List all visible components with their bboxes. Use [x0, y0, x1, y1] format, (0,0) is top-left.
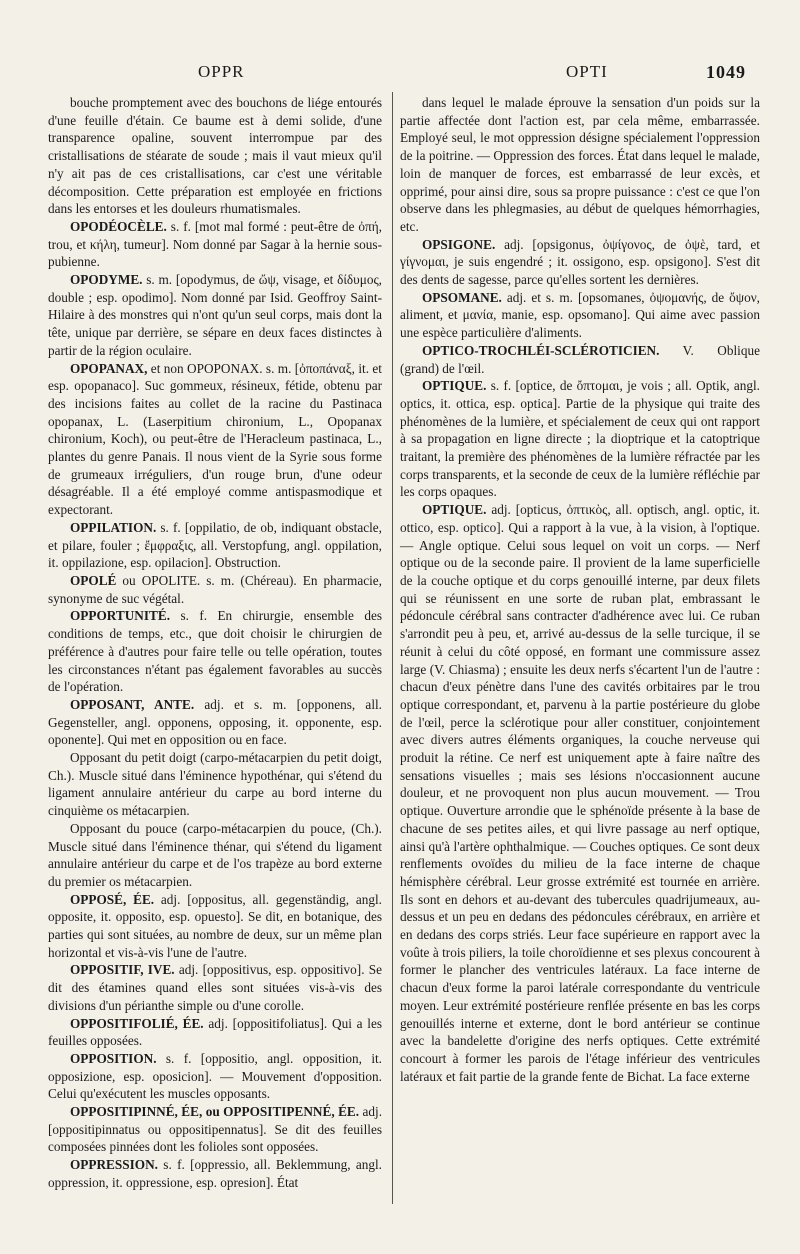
- entry-headword: OPSIGONE.: [422, 236, 496, 252]
- entry-text: adj. [oppositus, all. gegenständig, angl. opposite, it. opposito, esp. opuesto]. Se dit, en botanique, des parties qui sont situées, au nombre de deux, sur un même plan horizontal et vis-à-vis l'une de l'autre.: [48, 891, 382, 960]
- entry-text: adj. et s. m. [opponens, all. Gegensteller, angl. opponens, opposing, it. opponente, esp. oponente]. Qui met en opposition ou en face.: [48, 696, 382, 748]
- entry-text: ou OPOLITE. s. m. (Chéreau). En pharmacie, synonyme de suc végétal.: [48, 572, 382, 606]
- entry-text: adj. [opticus, ὀπτικὸς, all. optisch, angl. optic, it. ottico, esp. optico]. Qui a rapport à la vue, à la vision, à l'optique. — Angle optique. Celui sous lequel on voit un corps. — Nerf optique ou de la seconde paire. Il provient de la lame superficielle de la couche optique et du corps genouillé interne, par deux filets qui se réunissent en une sorte de ruban plat, embrassant le pédoncule cérébral sans contracter d'adhérence avec lui. Ce ruban s'arrondit peu à peu, et, arrivé au-dessus de la selle turcique, il se réunit à celui du côté opposé, en formant une commissure assez large (V. Chiasma) ; ensuite les deux nerfs s'écartent l'un de l'autre : chacun d'eux pénètre dans l'une des cavités orbitaires par le trou optique correspondant, et, parvenu à la partie postérieure du globe de l'œil, perce la sclérotique pour aller constituer, conjointement avec divers autres éléments organiques, la couche nerveuse qui produit la rétine. Ce nerf est uniquement apte à faire naître des sensations visuelles ; mais ses lésions n'occasionnent aucune douleur, et ne provoquent non plus aucun mouvement. — Trou optique. Ouverture arrondie que le sphénoïde présente à la base de chacune de ses petites ailes, et qui livre passage au nerf optique, ainsi qu'à l'artère ophthalmique. — Couches optiques. Ce sont deux renflements ovoïdes du milieu de la face interne de chaque hémisphère cérébral. Leur grosse extrémité est tournée en arrière. Ils sont en dehors et au-devant des tubercules quadrijumeaux, au-dessus et un peu en dedans des pédoncules cérébraux, en arrière et en dedans des corps striés. Leur face supérieure en rapport avec la voûte à trois piliers, la toile choroïdienne et ses plexus concourent à former le plancher des ventricules latéraux. La face interne de chacun d'eux forme la paroi latérale correspondante du ventricule moyen. Leur extrémité postérieure renflée présente en bas les corps genouillés interne et externe, dont le bord antérieur se continue avec la bandelette d'origine des nerfs optiques. Cette extrémité concourt à former les parois de l'étage inférieur des ventricules latéraux et fait partie de la grande fente de Bichat. La face externe: [400, 502, 760, 1084]
- left-column: [48, 94, 382, 1192]
- entry-headword: OPOPANAX,: [70, 360, 148, 376]
- entry-text: s. f. [optice, de ὄπτομαι, je vois ; all. Optik, angl. optics, it. ottica, esp. optica]. Partie de la physique qui traite des phénomènes de la lumière, et spécialement de ceux qui ont rapport à sa propagation en ligne directe ; la dioptrique et la catoptrique traitant, la première des phénomènes de la lumière réfractée par les corps transparents, et la seconde de ceux de la lumière réfléchie par les corps opaques.: [400, 378, 760, 500]
- entry-text: adj. et s. m. [opsomanes, ὀψομανής, de ὄψον, aliment, et μανία, manie, esp. opsomano]. Qui aime avec passion une espèce particulière d'aliments.: [400, 289, 760, 341]
- dictionary-entry: [400, 342, 760, 377]
- entry-headword: OPPRESSION.: [70, 1157, 158, 1173]
- dictionary-entry: [48, 218, 382, 271]
- entry-text: bouche promptement avec des bouchons de liége entourés d'une feuille d'étain. Ce baume est à demi solide, d'une transparence opaline, souvent interrompue par des cristallisations de stéarate de soude ; mais il vaut mieux qu'il n'y ait pas de ces cristallisations, car c'est une véritable décomposition. Cette préparation est employée en frictions dans les entorses et les douleurs rhumatismales.: [48, 95, 382, 217]
- entry-text: adj. [oppositivus, esp. oppositivo]. Se dit des étamines quand elles sont situées vis-à-vis des divisions d'un périanthe simple ou d'une corolle.: [48, 962, 383, 1013]
- running-head-right: OPTI: [566, 62, 608, 81]
- dictionary-entry: [400, 501, 760, 1085]
- entry-text: s. f. [mot mal formé : peut-être de ὀπή, trou, et κήλη, tumeur]. Nom donné par Sagar à la hernie sous-pubienne.: [48, 218, 382, 270]
- entry-headword: OPOLÉ: [70, 572, 117, 588]
- entry-text: adj. [opsigonus, ὀψίγονος, de ὀψὲ, tard, et γίγνομαι, je suis engendré ; it. ossigono, esp. opsigono]. S'est dit des dents de sagesse, parce qu'elles sortent les dernières.: [400, 236, 760, 288]
- entry-headword: OPPOSANT, ANTE.: [70, 696, 195, 712]
- dictionary-entry: [48, 961, 382, 1014]
- entry-headword: OPPILATION.: [70, 519, 157, 535]
- dictionary-entry: [400, 289, 760, 342]
- dictionary-entry: [400, 94, 760, 236]
- dictionary-entry: [48, 1103, 382, 1156]
- entry-headword: OPTIQUE.: [422, 502, 487, 518]
- dictionary-entry: [48, 696, 382, 749]
- entry-headword: OPPOSÉ, ÉE.: [70, 891, 155, 907]
- entry-headword: OPPOSITION.: [70, 1050, 157, 1066]
- entry-text: V. Oblique (grand) de l'œil.: [400, 342, 760, 376]
- entry-text: s. f. En chirurgie, ensemble des conditions de temps, etc., que doit choisir le chirurgien de préférence à d'autres pour faire telle ou telle opération, toutes les circonstances n'étant pas également favorables au succès de l'opération.: [48, 608, 382, 695]
- dictionary-entry: [48, 749, 382, 820]
- entry-text: et non OPOPONAX. s. m. [ὀποπάναξ, it. et esp. opopanaco]. Suc gommeux, résineux, fétide, obtenu par des incisions faites au collet de la racine du Pastinaca opopanax, L. (Laserpitium chironium, L., Opopanax chironium, Koch), ou peut-être de l'Heracleum pastinaca, L., plantes du genre Panais. Il nous vient de la Syrie sous forme de grumeaux irréguliers, d'un rouge brun, d'une odeur désagréable. Il a été employé comme antispasmodique et expectorant.: [48, 360, 382, 518]
- dictionary-entry: [48, 891, 382, 962]
- entry-text: s. f. [oppositio, angl. opposition, it. opposizione, esp. oposicion]. — Mouvement d'opposition. Celui qu'exécutent les muscles opposants.: [48, 1050, 382, 1102]
- dictionary-entry: [48, 1050, 382, 1103]
- entry-text: Opposant du petit doigt (carpo-métacarpien du petit doigt, Ch.). Muscle situé dans l'éminence hypothénar, qui s'étend du ligament annulaire antérieur du carpe au bord interne du cinquième os métacarpien.: [48, 750, 382, 819]
- column-divider: [392, 92, 393, 1204]
- entry-text: adj. [oppositifoliatus]. Qui a les feuilles opposées.: [48, 1015, 382, 1049]
- dictionary-entry: [48, 820, 382, 891]
- dictionary-entry: [400, 377, 760, 501]
- entry-headword: OPPOSITIFOLIÉ, ÉE.: [70, 1015, 204, 1031]
- dictionary-entry: [48, 360, 382, 519]
- entry-headword: OPODYME.: [70, 272, 143, 288]
- dictionary-entry: [48, 607, 382, 696]
- entry-text: dans lequel le malade éprouve la sensation d'un poids sur la partie affectée dont l'action est, par cela même, embarrassée. Employé seul, le mot oppression désigne spécialement l'oppression de la poitrine. — Oppression des forces. État dans lequel le malade, loin de manquer de forces, est embarrassé de leur excès, et opprimé, pour ainsi dire, sous sa propre puissance : c'est ce que l'on observe dans les phlegmasies, au début de quelques hémorrhagies, etc.: [400, 95, 760, 234]
- dictionary-entry: [48, 1015, 382, 1050]
- dictionary-entry: [48, 519, 382, 572]
- entry-text: Opposant du pouce (carpo-métacarpien du pouce, (Ch.). Muscle situé dans l'éminence thénar, qui s'étend du ligament annulaire antérieur du carpe et de l'os trapèze au bord externe du premier os métacarpien.: [48, 820, 382, 889]
- entry-text: adj. [oppositipinnatus ou oppositipennatus]. Se dit des feuilles composées pinnées dont les folioles sont opposées.: [48, 1104, 383, 1155]
- running-head-left: OPPR: [198, 62, 245, 81]
- entry-headword: OPODÉOCÈLE.: [70, 218, 167, 234]
- page-number: 1049: [706, 62, 746, 82]
- dictionary-entry: [48, 1156, 382, 1191]
- entry-headword: OPTIQUE.: [422, 378, 487, 394]
- entry-text: s. m. [opodymus, de ὤψ, visage, et δίδυμος, double ; esp. opodimo]. Nom donné par Isid. Geoffroy Saint-Hilaire à des monstres qui n'ont qu'un seul corps, mais dont la tête, unique par derrière, se sépare en deux faces distinctes à partir de la région oculaire.: [48, 272, 382, 358]
- entry-headword: OPPOSITIPINNÉ, ÉE, ou OPPOSITIPENNÉ, ÉE.: [70, 1104, 360, 1120]
- right-column: [400, 94, 760, 1085]
- dictionary-entry: [48, 271, 382, 360]
- entry-text: s. f. [oppilatio, de ob, indiquant obstacle, et pilare, fouler ; ἔμφραξις, all. Verstopfung, angl. oppilation, it. oppilazione, esp. opilacion]. Obstruction.: [48, 519, 382, 571]
- entry-headword: OPTICO-TROCHLÉI-SCLÉROTICIEN.: [422, 342, 660, 358]
- dictionary-entry: [48, 572, 382, 607]
- dictionary-entry: [400, 236, 760, 289]
- dictionary-entry: [48, 94, 382, 218]
- entry-text: s. f. [oppressio, all. Beklemmung, angl. oppression, it. oppressione, esp. opresion]. État: [48, 1157, 382, 1190]
- entry-headword: OPPORTUNITÉ.: [70, 608, 171, 624]
- entry-headword: OPSOMANE.: [422, 289, 502, 305]
- entry-headword: OPPOSITIF, IVE.: [70, 962, 175, 978]
